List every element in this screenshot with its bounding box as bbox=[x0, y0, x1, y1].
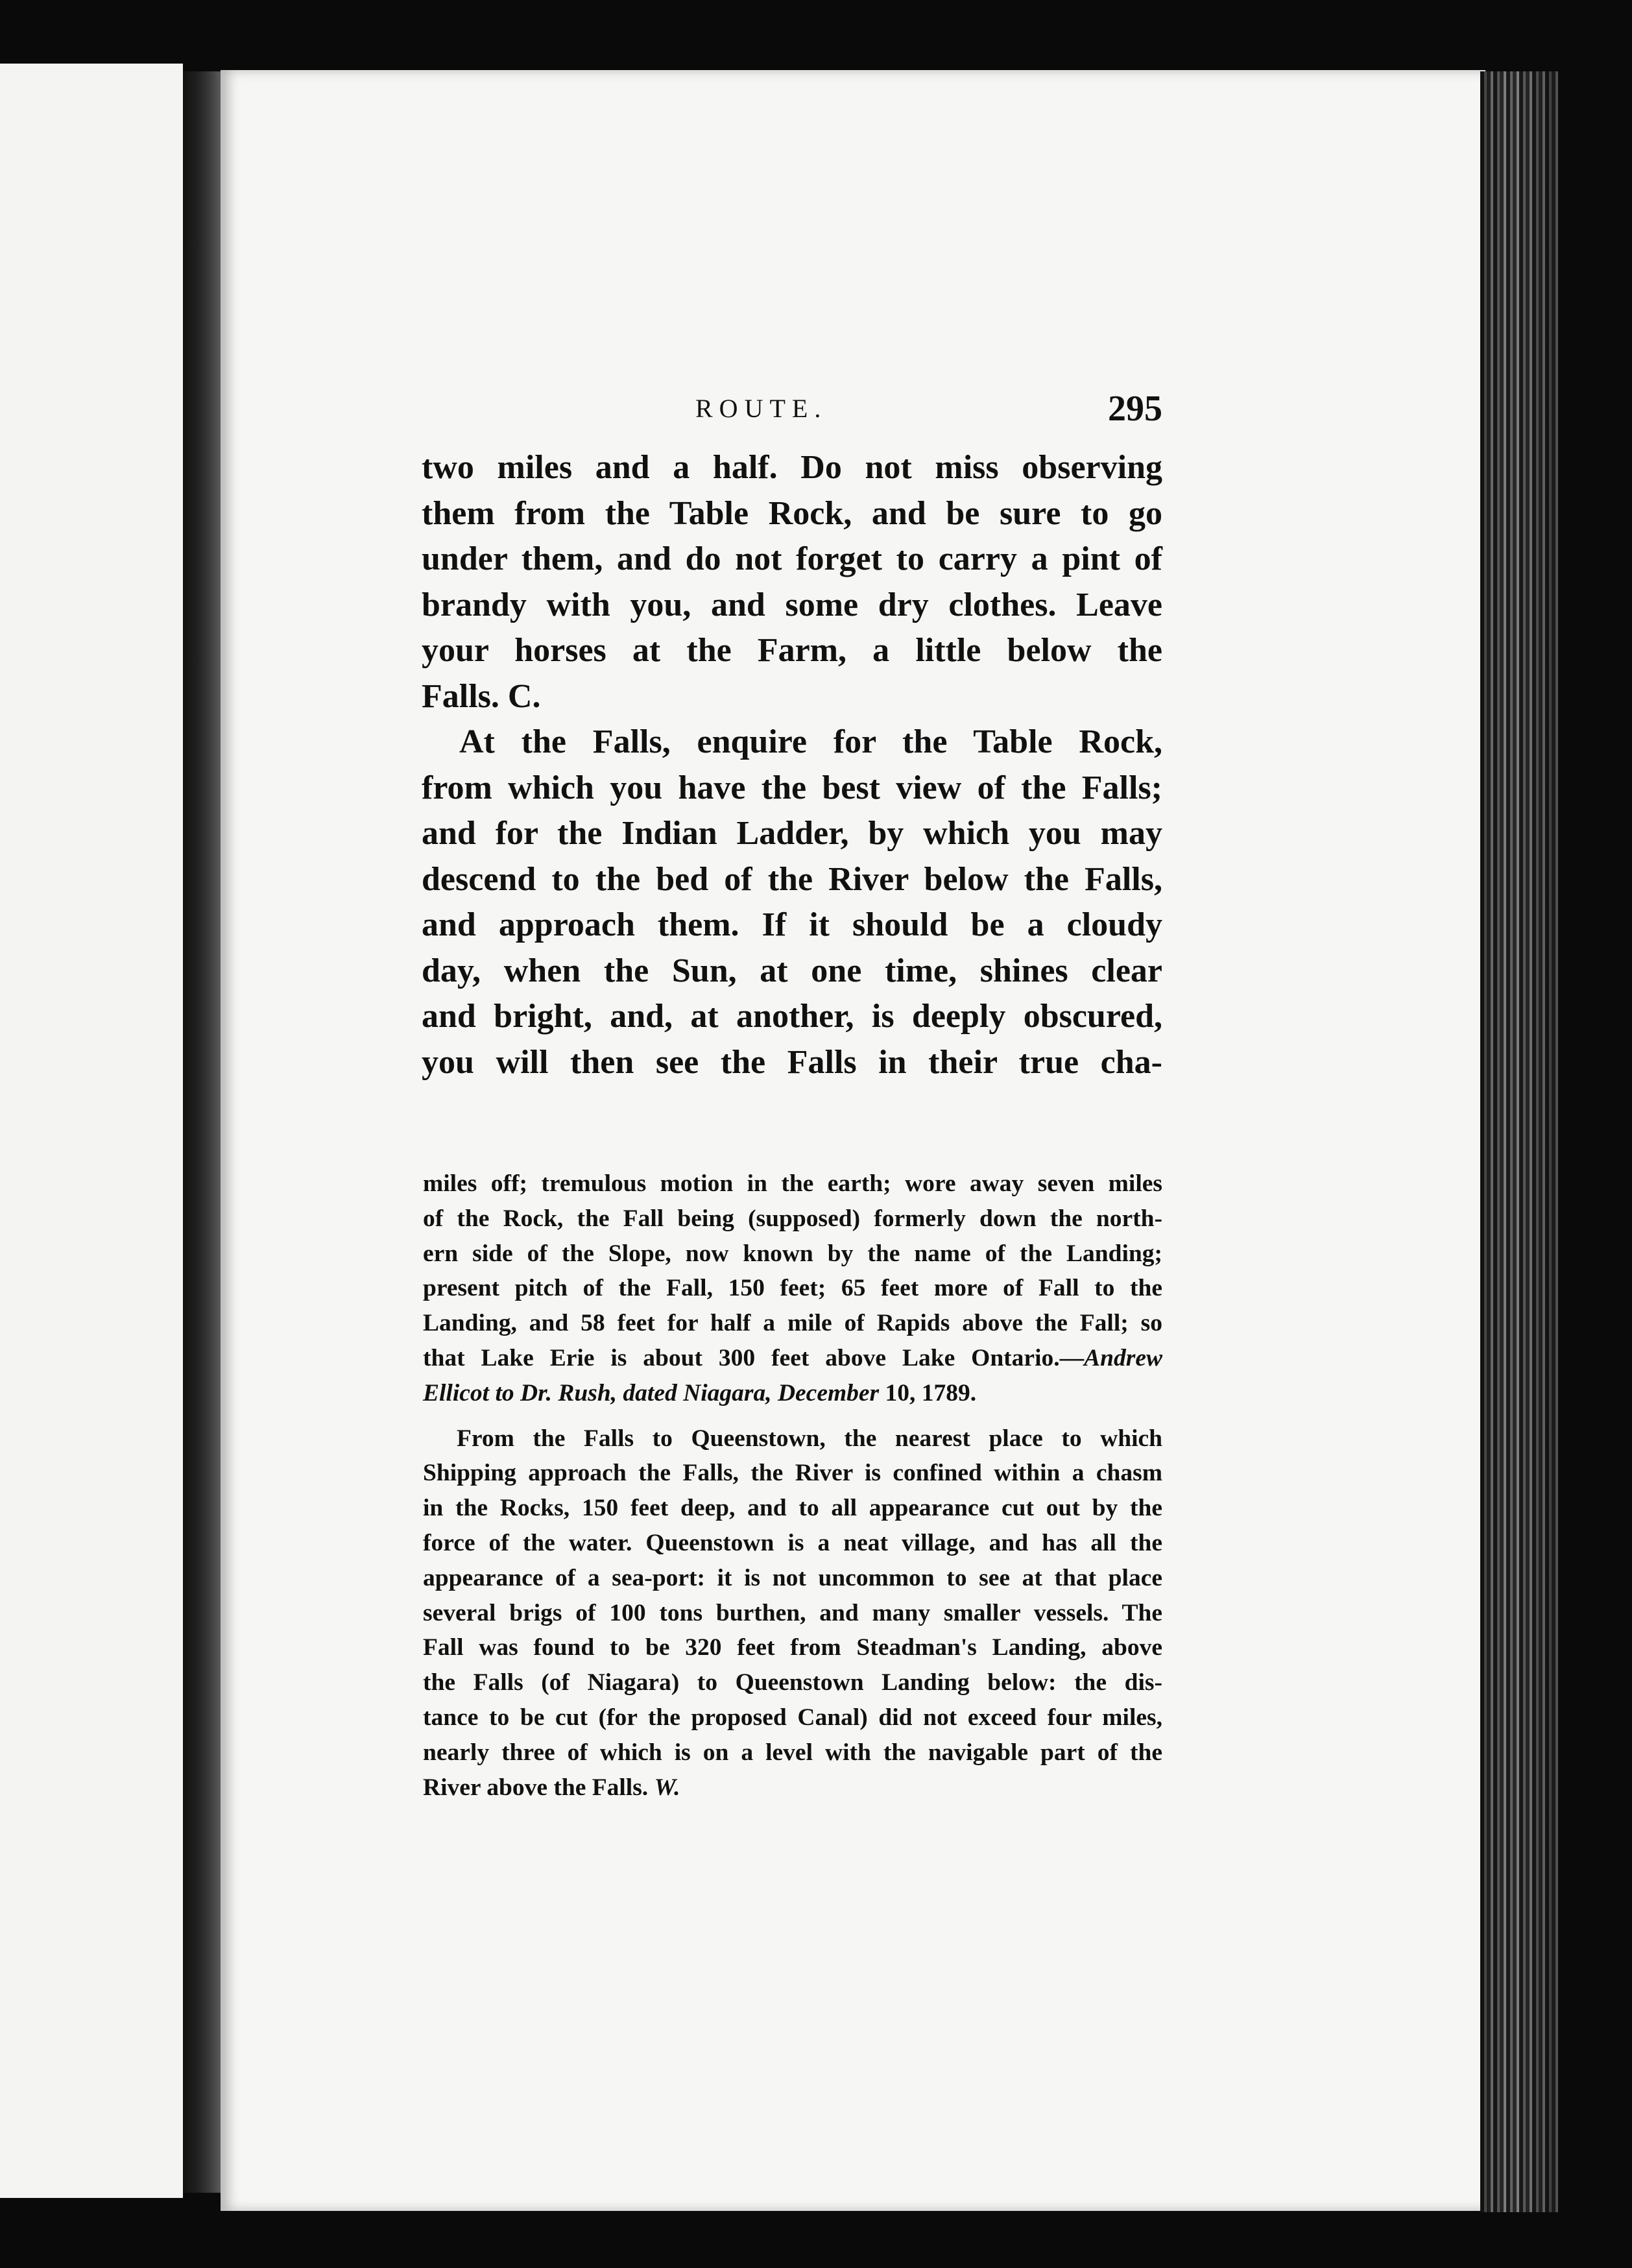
note-line: appearance of a sea-port: it is not uncommon to see at that place bbox=[423, 1564, 1162, 1591]
text-line: and bright, and, at another, is deeply obscured, bbox=[422, 998, 1162, 1035]
note-line: force of the water. Queenstown is a neat village, and has all the bbox=[423, 1529, 1162, 1556]
note-line: ern side of the Slope, now known by the name of the Landing; bbox=[423, 1240, 1162, 1267]
note-line: the Falls (of Niagara) to Queenstown Landing below: the dis- bbox=[423, 1669, 1162, 1696]
text-line: and approach them. If it should be a cloudy bbox=[422, 906, 1162, 943]
text-line: under them, and do not forget to carry a pint of bbox=[422, 540, 1162, 577]
note-line bbox=[423, 1376, 1162, 1411]
page-number: 295 bbox=[1108, 389, 1162, 429]
note-date: 10, 1789. bbox=[879, 1379, 977, 1406]
note-line: tance to be cut (for the proposed Canal) did not exceed four miles, bbox=[423, 1704, 1162, 1731]
text-line: them from the Table Rock, and be sure to go bbox=[422, 494, 1162, 532]
note-line: Shipping approach the Falls, the River is confined within a chasm bbox=[423, 1460, 1162, 1487]
note-signature: W. bbox=[654, 1774, 680, 1801]
text-line: descend to the bed of the River below the Falls, bbox=[422, 860, 1162, 898]
note-line: Fall was found to be 320 feet from Steadman's Landing, above bbox=[423, 1634, 1162, 1661]
text-line: your horses at the Farm, a little below the bbox=[422, 632, 1162, 669]
page-edges-shade bbox=[1480, 71, 1558, 2212]
note-line: From the Falls to Queenstown, the nearest place to which bbox=[457, 1425, 1162, 1452]
note-text: River above the Falls. bbox=[423, 1774, 654, 1801]
note-text: that Lake Erie is about 300 feet above Lake Ontario.— bbox=[423, 1344, 1085, 1371]
text-line: At the Falls, enquire for the Table Rock, bbox=[459, 723, 1162, 760]
note-line: Landing, and 58 feet for half a mile of Rapids above the Fall; so bbox=[423, 1310, 1162, 1337]
note-line: several brigs of 100 tons burthen, and many smaller vessels. The bbox=[423, 1599, 1162, 1626]
note-line bbox=[423, 1770, 1162, 1805]
running-head: ROUTE. bbox=[695, 394, 828, 423]
page-header bbox=[423, 388, 1162, 446]
notes-block bbox=[423, 1166, 1162, 1805]
note-citation: Andrew bbox=[1084, 1344, 1162, 1371]
text-line: from which you have the best view of the Falls; bbox=[422, 769, 1162, 806]
note-line: of the Rock, the Fall being (supposed) formerly down the north- bbox=[423, 1205, 1162, 1232]
note-line: miles off; tremulous motion in the earth; wore away seven miles bbox=[423, 1170, 1162, 1197]
note-line: present pitch of the Fall, 150 feet; 65 feet more of Fall to the bbox=[423, 1275, 1162, 1302]
text-line: and for the Indian Ladder, by which you may bbox=[422, 815, 1162, 852]
text-line: you will then see the Falls in their true cha- bbox=[422, 1043, 1162, 1081]
note-line bbox=[423, 1341, 1162, 1376]
note-citation: Ellicot to Dr. Rush, dated Niagara, December bbox=[423, 1379, 880, 1406]
text-line: brandy with you, and some dry clothes. Leave bbox=[422, 586, 1162, 623]
text-line: two miles and a half. Do not miss observing bbox=[422, 449, 1162, 486]
note-line: in the Rocks, 150 feet deep, and to all appearance cut out by the bbox=[423, 1495, 1162, 1522]
text-line: day, when the Sun, at one time, shines clear bbox=[422, 952, 1162, 989]
book-gutter bbox=[183, 71, 221, 2193]
note-line: nearly three of which is on a level with the navigable part of the bbox=[423, 1739, 1162, 1766]
previous-page-edge bbox=[0, 64, 183, 2198]
main-text-block bbox=[422, 445, 1162, 1085]
text-line: Falls. C. bbox=[422, 677, 541, 715]
